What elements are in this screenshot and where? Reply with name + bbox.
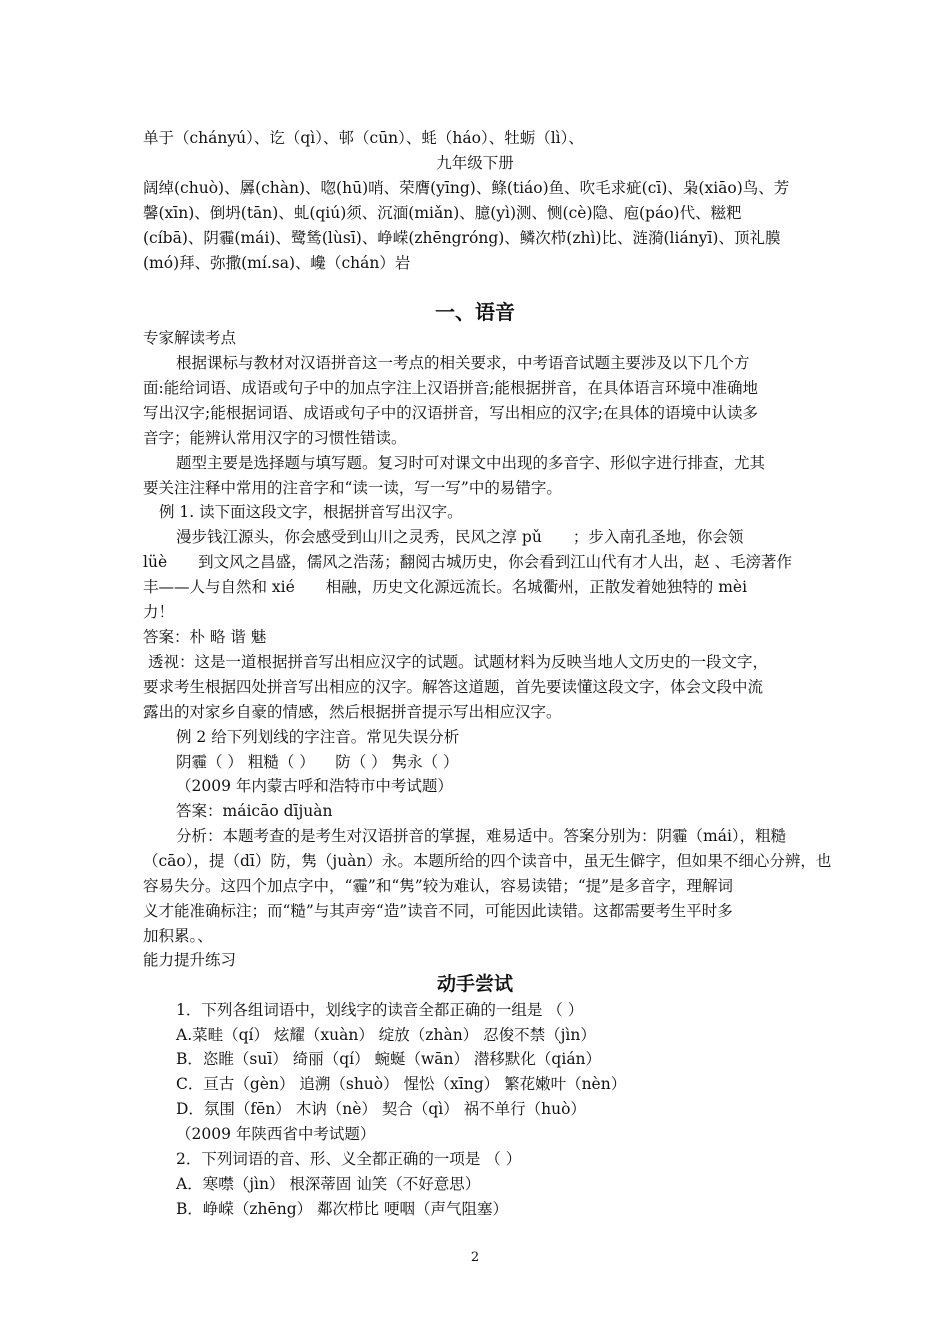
section-label: 能力提升练习: [143, 951, 237, 969]
paragraph-line: 漫步钱江源头，你会感受到山川之灵秀，民风之淳 pǔ ；步入南孔圣地，你会领: [176, 528, 744, 546]
option-line: D．氛围（fēn） 木讷（nè） 契合（qì） 祸不单行（huò）: [176, 1100, 586, 1118]
paragraph-line: 写出汉字;能根据词语、成语或句子中的汉语拼音，写出相应的汉字;在具体的语境中认读多: [143, 404, 758, 422]
option-line: A.菜畦（qí） 炫耀（xuàn） 绽放（zhàn） 忍俊不禁（jìn）: [176, 1026, 596, 1044]
paragraph-line: lüè 到文风之昌盛，儒风之浩荡；翻阅古城历史，你会看到江山代有才人出，赵 、毛滂著作: [143, 553, 793, 571]
vocab-line: 馨(xīn)、倒坍(tān)、虬(qiú)须、沉湎(miǎn)、臆(yì)测、恻(cè)隐、庖(páo)代、糍粑: [143, 204, 742, 222]
question-line: 1．下列各组词语中，划线字的读音全都正确的一组是 （ ）: [176, 1001, 584, 1019]
example-items: 阴霾（ ） 粗糙（ ） 防（ ） 隽永（ ）: [176, 753, 459, 771]
option-line: B．峥嵘（zhēng） 鄰次栉比 哽咽（声气阻塞）: [176, 1200, 508, 1218]
paragraph-line: 容易失分。这四个加点字中，“霾”和“隽”较为难认，容易读错；“提”是多音字，理解词: [143, 877, 734, 895]
paragraph-line: 义才能准确标注；而“糙”与其声旁“造”读音不同，可能因此读错。这都需要考生平时多: [143, 902, 733, 920]
option-line: A．寒噤（jìn） 根深蒂固 讪笑（不好意思）: [176, 1175, 481, 1193]
paragraph-line: （cāo），提（dī）防，隽（juàn）永。本题所给的四个读音中，虽无生僻字，但如果不细心分辨，也: [143, 852, 832, 870]
paragraph-line: 要关注注释中常用的注音字和“读一读，写一写”中的易错字。: [143, 479, 562, 497]
practice-heading: 动手尝试: [436, 973, 513, 995]
vocab-line: 单于（chányú）、讫（qì）、邨（cūn）、蚝（háo）、牡蛎（lì）、: [143, 129, 584, 147]
paragraph-line: 力！: [143, 603, 175, 621]
answer-line: 答案：朴 略 谐 魅: [143, 628, 267, 646]
option-line: C．亘古（gèn） 追溯（shuò） 惺忪（xīng） 繁花嫩叶（nèn）: [176, 1075, 627, 1093]
paragraph-line: 面:能给词语、成语或句子中的加点字注上汉语拼音;能根据拼音，在具体语言环境中准确地: [143, 379, 758, 397]
vocab-line: 阔绰(chuò)、羼(chàn)、唿(hū)哨、荣膺(yīng)、鲦(tiáo)鱼、吹毛求疵(cī)、枭(xiāo)鸟、芳: [143, 179, 790, 197]
source-note: （2009 年陕西省中考试题）: [176, 1125, 376, 1143]
question-line: 2．下列词语的音、形、义全都正确的一项是 （ ）: [176, 1150, 522, 1168]
paragraph-line: 分析：本题考查的是考生对汉语拼音的掌握，难易适中。答案分别为：阴霾（mái），粗糙: [176, 827, 787, 845]
source-note: （2009 年内蒙古呼和浩特市中考试题）: [176, 777, 453, 795]
paragraph-line: 题型主要是选择题与填写题。复习时可对课文中出现的多音字、形似字进行排查，尤其: [176, 454, 766, 472]
paragraph-line: 丰——人与自然和 xié 相融，历史文化源远流长。名城衢州，正散发着她独特的 mèi: [143, 578, 748, 596]
paragraph-line: 要求考生根据四处拼音写出相应的汉字。解答这道题，首先要读懂这段文字，体会文段中流: [143, 678, 764, 696]
vocab-line: (mó)拜、弥撒(mí.sa)、巉（chán）岩: [143, 254, 411, 272]
answer-line: 答案：máicāo dījuàn: [176, 802, 333, 820]
option-line: B．恣睢（suī） 绮丽（qí） 蜿蜒（wān） 潜移默化（qián）: [176, 1050, 602, 1068]
paragraph-line: 音字；能辨认常用汉字的习惯性错读。: [143, 429, 407, 447]
example-heading: 例 2 给下列划线的字注音。常见失误分析: [176, 728, 460, 746]
paragraph-line: 露出的对家乡自豪的情感，然后根据拼音提示写出相应汉字。: [143, 703, 562, 721]
section-label: 专家解读考点: [143, 329, 237, 347]
paragraph-line: 透视：这是一道根据拼音写出相应汉字的试题。试题材料为反映当地人文历史的一段文字，: [148, 653, 769, 671]
example-heading: 例 1. 读下面这段文字，根据拼音写出汉字。: [159, 503, 463, 521]
paragraph-line: 加积累。、: [143, 927, 213, 945]
chapter-heading: 一、语音: [435, 300, 515, 324]
section-subtitle: 九年级下册: [436, 154, 514, 172]
page-number: 2: [470, 1250, 480, 1265]
paragraph-line: 根据课标与教材对汉语拼音这一考点的相关要求，中考语音试题主要涉及以下几个方: [176, 354, 750, 372]
vocab-line: (cíbā)、阴霾(mái)、鹭鸶(lùsī)、峥嵘(zhēngróng)、鳞次栉(zhì)比、涟漪(liányī)、顶礼膜: [143, 229, 781, 247]
